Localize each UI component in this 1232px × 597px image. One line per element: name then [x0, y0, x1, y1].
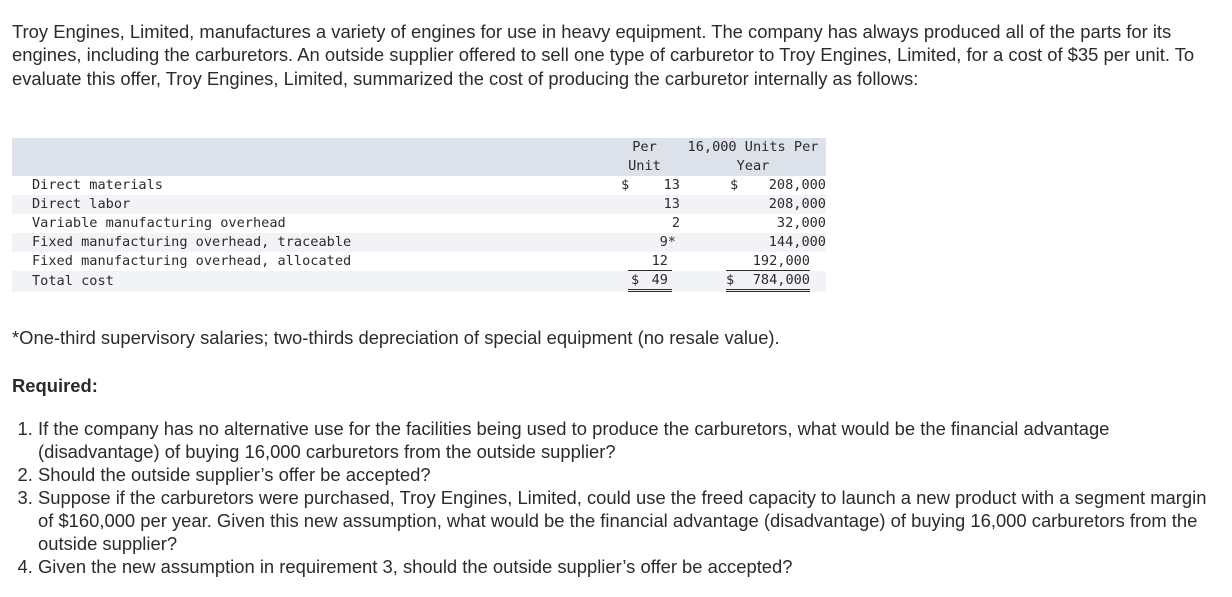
table-row: [12, 233, 826, 252]
total-per-unit: 49: [651, 272, 668, 288]
cost-table: [12, 138, 826, 292]
header-label-cell: [12, 138, 609, 176]
total-per-year: 784,000: [752, 272, 810, 288]
row-label: Direct materials: [32, 177, 163, 193]
requirement-item: 4. Given the new assumption in requirement 3, should the outside supplier’s offer be accepted?: [38, 555, 1212, 578]
row-label: Variable manufacturing overhead: [32, 215, 286, 231]
table-row: [12, 252, 826, 271]
table-row: [12, 214, 826, 233]
per-year-value: 32,000: [776, 215, 826, 231]
table-row: [12, 176, 826, 195]
intro-paragraph: Troy Engines, Limited, manufactures a variety of engines for use in heavy equipment. The company has always produced all of the parts for its engines, including the carburetors. An outside supplier offered to sell one type of carburetor to Troy Engines, Limited, for a cost of $35 per unit. To evaluate this offer, Troy Engines, Limited, summarized the cost of producing the carburetor internally as follows:: [12, 21, 1195, 89]
requirement-item: 1. If the company has no alternative use for the facilities being used to produce the carburetors, what would be the financial advantage (disadvantage) of buying 16,000 carburetors from the outside supplier?: [38, 417, 1212, 463]
currency-symbol: $: [726, 272, 735, 288]
per-unit-value: 9*: [609, 233, 680, 252]
currency-symbol: $: [631, 272, 640, 288]
total-label: Total cost: [12, 271, 609, 292]
header-per-unit: Per Unit: [609, 138, 680, 176]
currency-symbol: $: [621, 177, 630, 193]
requirement-item: 2. Should the outside supplier’s offer be accepted?: [38, 463, 1212, 486]
table-total-row: [12, 271, 826, 292]
per-year-value: 192,000: [726, 252, 810, 271]
per-unit-value: 13: [663, 177, 680, 193]
per-unit-value: 12: [628, 252, 672, 271]
required-heading: Required:: [12, 375, 98, 396]
row-label: Fixed manufacturing overhead, allocated: [32, 253, 352, 269]
header-per-year: 16,000 Units Per Year: [680, 138, 826, 176]
per-year-value: 208,000: [768, 177, 826, 193]
currency-symbol: $: [730, 177, 739, 193]
footnote: *One-third supervisory salaries; two-thirds depreciation of special equipment (no resale value).: [12, 327, 780, 348]
per-unit-value: 13: [609, 195, 680, 214]
row-label: Direct labor: [12, 195, 609, 214]
requirement-item: 3. Suppose if the carburetors were purchased, Troy Engines, Limited, could use the freed capacity to launch a new product with a segment margin of $160,000 per year. Given this new assumption, what would be the financial advantage (disadvantage) of buying 16,000 carburetors from the outside supplier?: [38, 486, 1212, 555]
per-year-value: 208,000: [680, 195, 826, 214]
requirements-list: [12, 417, 1212, 578]
per-year-value: 144,000: [680, 233, 826, 252]
table-header-row: [12, 138, 826, 176]
row-label: Fixed manufacturing overhead, traceable: [12, 233, 609, 252]
per-unit-value: 2: [671, 215, 680, 231]
table-row: [12, 195, 826, 214]
